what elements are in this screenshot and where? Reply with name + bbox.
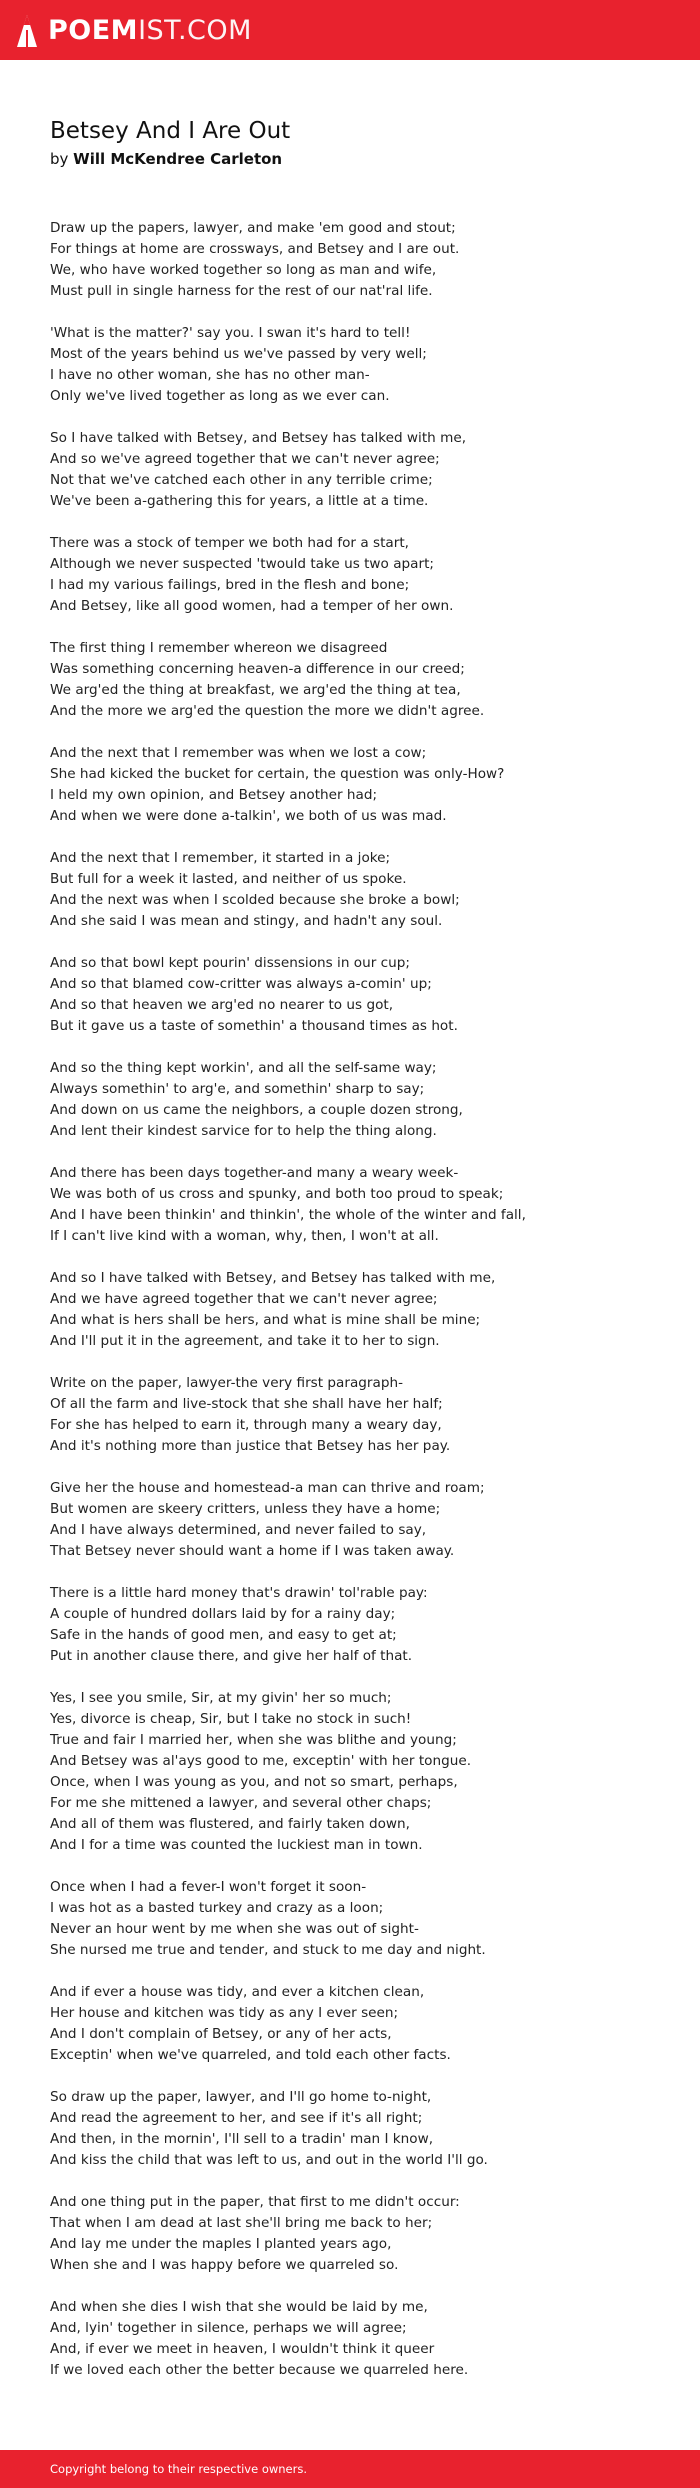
poem-line: And she said I was mean and stingy, and hadn't any soul. [50, 913, 443, 929]
poem-line: There is a little hard money that's drawin' tol'rable pay: [50, 1585, 428, 1601]
poem-line: And then, in the mornin', I'll sell to a tradin' man I know, [50, 2131, 434, 2147]
poem-stanza [50, 953, 670, 1037]
poem-line: There was a stock of temper we both had for a start, [50, 535, 409, 551]
poem-line: And Betsey was al'ays good to me, exceptin' with her tongue. [50, 1753, 472, 1769]
poem-line: And so the thing kept workin', and all the self-same way; [50, 1060, 437, 1076]
poem-stanza [50, 218, 670, 302]
logo-light-text: IST.COM [138, 15, 252, 46]
poem-line: And, lyin' together in silence, perhaps we will agree; [50, 2320, 407, 2336]
poem-line: And when we were done a-talkin', we both of us was mad. [50, 808, 447, 824]
poem-line: Yes, I see you smile, Sir, at my givin' her so much; [50, 1690, 392, 1706]
poem-heading [50, 116, 650, 170]
poem-line: Of all the farm and live-stock that she shall have her half; [50, 1396, 443, 1412]
poem-line: Never an hour went by me when she was out of sight- [50, 1921, 419, 1937]
poem-line: Always somethin' to arg'e, and somethin' sharp to say; [50, 1081, 425, 1097]
poem-line: And lay me under the maples I planted years ago, [50, 2236, 392, 2252]
poem-line: And if ever a house was tidy, and ever a kitchen clean, [50, 1984, 425, 2000]
poem-stanza [50, 2297, 670, 2381]
poem-line: But it gave us a taste of somethin' a thousand times as hot. [50, 1018, 458, 1034]
poem-line: And there has been days together-and many a weary week- [50, 1165, 459, 1181]
poem-line: I have no other woman, she has no other man- [50, 367, 370, 383]
byline [50, 148, 650, 170]
site-header [0, 0, 700, 60]
poem-line: Most of the years behind us we've passed by very well; [50, 346, 427, 362]
poem-line: If I can't live kind with a woman, why, then, I won't at all. [50, 1228, 439, 1244]
poem-line: And read the agreement to her, and see if it's all right; [50, 2110, 423, 2126]
poem-line: And the next that I remember was when we lost a cow; [50, 745, 427, 761]
poem-line: And, if ever we meet in heaven, I wouldn't think it queer [50, 2341, 435, 2357]
site-footer [0, 2450, 700, 2488]
byline-prefix: by [50, 150, 74, 168]
poem-stanza [50, 1058, 670, 1142]
poem-line: And so I have talked with Betsey, and Betsey has talked with me, [50, 1270, 496, 1286]
poem-line: I was hot as a basted turkey and crazy as a loon; [50, 1900, 384, 1916]
poem-line: Give her the house and homestead-a man can thrive and roam; [50, 1480, 485, 1496]
poem-line: Although we never suspected 'twould take us two apart; [50, 556, 434, 572]
poem-line: So draw up the paper, lawyer, and I'll go home to-night, [50, 2089, 432, 2105]
poem-stanza [50, 1268, 670, 1352]
poem-stanza [50, 2192, 670, 2276]
poem-line: Once, when I was young as you, and not so smart, perhaps, [50, 1774, 458, 1790]
poem-line: I held my own opinion, and Betsey another had; [50, 787, 378, 803]
poem-line: Draw up the papers, lawyer, and make 'em good and stout; [50, 220, 456, 236]
poem-line: And we have agreed together that we can't never agree; [50, 1291, 438, 1307]
poem-line: And what is hers shall be hers, and what is mine shall be mine; [50, 1312, 481, 1328]
poem-line: And I have been thinkin' and thinkin', the whole of the winter and fall, [50, 1207, 526, 1223]
poem-line: And when she dies I wish that she would be laid by me, [50, 2299, 428, 2315]
poem-line: Must pull in single harness for the rest of our nat'ral life. [50, 283, 433, 299]
poem-line: Yes, divorce is cheap, Sir, but I take no stock in such! [50, 1711, 412, 1727]
poem-stanza [50, 743, 670, 827]
poem-line: And so that blamed cow-critter was always a-comin' up; [50, 976, 432, 992]
poem-body [50, 218, 670, 2402]
poem-line: And I for a time was counted the luckiest man in town. [50, 1837, 423, 1853]
poem-line: I had my various failings, bred in the flesh and bone; [50, 577, 410, 593]
poem-stanza [50, 1373, 670, 1457]
poem-line: So I have talked with Betsey, and Betsey has talked with me, [50, 430, 467, 446]
poem-stanza [50, 848, 670, 932]
poem-stanza [50, 1478, 670, 1562]
poem-line: But women are skeery critters, unless they have a home; [50, 1501, 441, 1517]
poem-line: And the more we arg'ed the question the more we didn't agree. [50, 703, 485, 719]
poem-line: If we loved each other the better because we quarreled here. [50, 2362, 469, 2378]
poem-line: Was something concerning heaven-a difference in our creed; [50, 661, 465, 677]
poem-line: Exceptin' when we've quarreled, and told each other facts. [50, 2047, 451, 2063]
poem-title: Betsey And I Are Out [50, 118, 291, 144]
poem-stanza [50, 428, 670, 512]
poem-line: And the next that I remember, it started in a joke; [50, 850, 391, 866]
poem-stanza [50, 1583, 670, 1667]
poem-line: Her house and kitchen was tidy as any I ever seen; [50, 2005, 399, 2021]
poem-line: When she and I was happy before we quarreled so. [50, 2257, 399, 2273]
pencil-tip-icon [16, 14, 38, 48]
poem-line: Put in another clause there, and give her half of that. [50, 1648, 413, 1664]
poem-line: Not that we've catched each other in any terrible crime; [50, 472, 433, 488]
logo-wordmark [48, 14, 252, 48]
poem-line: And I'll put it in the agreement, and take it to her to sign. [50, 1333, 440, 1349]
poem-line: For things at home are crossways, and Betsey and I are out. [50, 241, 460, 257]
poem-stanza [50, 1688, 670, 1856]
poem-line: That when I am dead at last she'll bring me back to her; [50, 2215, 433, 2231]
poem-stanza [50, 533, 670, 617]
poem-line: Write on the paper, lawyer-the very first paragraph- [50, 1375, 403, 1391]
author-name[interactable]: Will McKendree Carleton [73, 150, 283, 168]
poem-line: We, who have worked together so long as man and wife, [50, 262, 437, 278]
site-logo[interactable] [16, 14, 252, 48]
poem-line: And I don't complain of Betsey, or any of her acts, [50, 2026, 392, 2042]
poem-line: And down on us came the neighbors, a couple dozen strong, [50, 1102, 463, 1118]
poem-stanza [50, 1163, 670, 1247]
poem-stanza [50, 1877, 670, 1961]
poem-line: And I have always determined, and never failed to say, [50, 1522, 427, 1538]
logo-bold-text: POEM [48, 15, 139, 46]
poem-line: And lent their kindest sarvice for to help the thing along. [50, 1123, 437, 1139]
poem-line: A couple of hundred dollars laid by for a rainy day; [50, 1606, 396, 1622]
poem-line: We was both of us cross and spunky, and both too proud to speak; [50, 1186, 504, 1202]
poem-line: And one thing put in the paper, that first to me didn't occur: [50, 2194, 460, 2210]
poem-line: And so that heaven we arg'ed no nearer to us got, [50, 997, 394, 1013]
poem-line: But full for a week it lasted, and neither of us spoke. [50, 871, 407, 887]
poem-line: And it's nothing more than justice that Betsey has her pay. [50, 1438, 451, 1454]
poem-line: She nursed me true and tender, and stuck to me day and night. [50, 1942, 486, 1958]
poem-line: We arg'ed the thing at breakfast, we arg'ed the thing at tea, [50, 682, 461, 698]
poem-line: That Betsey never should want a home if I was taken away. [50, 1543, 455, 1559]
poem-line: And all of them was flustered, and fairly taken down, [50, 1816, 410, 1832]
poem-line: We've been a-gathering this for years, a little at a time. [50, 493, 429, 509]
poem-line: She had kicked the bucket for certain, the question was only-How? [50, 766, 505, 782]
poem-line: 'What is the matter?' say you. I swan it's hard to tell! [50, 325, 411, 341]
poem-line: And kiss the child that was left to us, and out in the world I'll go. [50, 2152, 488, 2168]
poem-line: For she has helped to earn it, through many a weary day, [50, 1417, 442, 1433]
poem-stanza [50, 323, 670, 407]
poem-line: Safe in the hands of good men, and easy to get at; [50, 1627, 397, 1643]
poem-stanza [50, 1982, 670, 2066]
poem-line: For me she mittened a lawyer, and several other chaps; [50, 1795, 432, 1811]
poem-line: And so we've agreed together that we can't never agree; [50, 451, 440, 467]
poem-line: And the next was when I scolded because she broke a bowl; [50, 892, 460, 908]
poem-line: True and fair I married her, when she was blithe and young; [50, 1732, 457, 1748]
poem-line: The first thing I remember whereon we disagreed [50, 640, 388, 656]
poem-line: Once when I had a fever-I won't forget it soon- [50, 1879, 367, 1895]
poem-line: And so that bowl kept pourin' dissensions in our cup; [50, 955, 410, 971]
poem-line: Only we've lived together as long as we ever can. [50, 388, 390, 404]
copyright-notice: Copyright belong to their respective owners. [50, 2462, 308, 2476]
poem-stanza [50, 638, 670, 722]
poem-line: And Betsey, like all good women, had a temper of her own. [50, 598, 454, 614]
poem-stanza [50, 2087, 670, 2171]
